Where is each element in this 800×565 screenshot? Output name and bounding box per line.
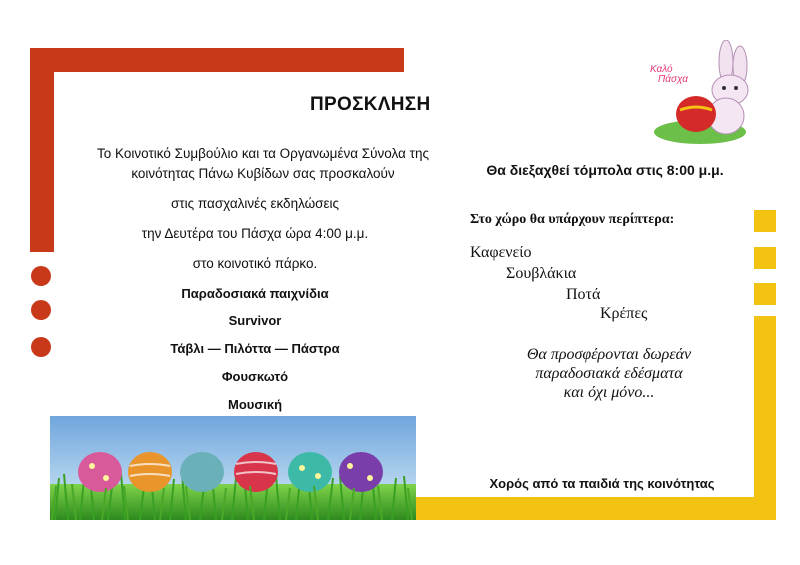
red-dot <box>31 266 51 286</box>
svg-text:Πάσχα: Πάσχα <box>658 74 688 85</box>
red-dot <box>31 337 51 357</box>
svg-text:Καλό: Καλό <box>650 64 673 75</box>
tombola-text: Θα διεξαχθεί τόμπολα στις 8:00 μ.μ. <box>486 162 724 178</box>
kiosks-heading: Στο χώρο θα υπάρχουν περίπτερα: <box>470 212 675 227</box>
yellow-frame-right <box>754 316 776 520</box>
intro-line: κοινότητας Πάνω Κυβίδων σας προσκαλούν <box>131 166 395 181</box>
place-text: στο κοινοτικό πάρκο. <box>192 256 318 271</box>
yellow-square <box>754 210 776 232</box>
activity-item: Παραδοσιακά παιχνίδια <box>181 286 329 301</box>
yellow-frame-bottom <box>410 497 776 520</box>
activity-item: Τάβλι — Πιλόττα — Πάστρα <box>170 341 340 356</box>
date-text: την Δευτέρα του Πάσχα ώρα 4:00 μ.μ. <box>141 226 369 241</box>
kiosk-item: Ποτά <box>566 286 601 303</box>
invitation-title: ΠΡΟΣΚΛΗΣΗ <box>310 94 431 115</box>
easter-eggs-image <box>50 416 416 520</box>
red-frame-top <box>30 48 404 72</box>
kiosk-item: Κρέπες <box>600 305 648 322</box>
event-text: στις πασχαλινές εκδηλώσεις <box>170 196 340 211</box>
red-frame-left <box>30 48 54 252</box>
yellow-square <box>754 247 776 269</box>
offer-line: παραδοσιακά εδέσματα <box>535 365 683 382</box>
red-dot <box>31 300 51 320</box>
activity-item: Φουσκωτό <box>221 369 289 384</box>
dance-text: Χορός από τα παιδιά της κοινότητας <box>489 476 715 491</box>
intro-line: Το Κοινοτικό Συμβούλιο και τα Οργανωμένα Σύνολα της <box>97 146 429 161</box>
easter-bunny-image <box>640 40 752 148</box>
kiosk-item: Καφενείο <box>470 244 532 261</box>
activity-item: Survivor <box>228 313 282 328</box>
activity-item: Μουσική <box>227 397 283 412</box>
kiosk-item: Σουβλάκια <box>506 265 577 282</box>
yellow-square <box>754 283 776 305</box>
offer-line: και όχι μόνο... <box>563 384 655 401</box>
offer-line: Θα προσφέρονται δωρεάν <box>526 346 692 363</box>
